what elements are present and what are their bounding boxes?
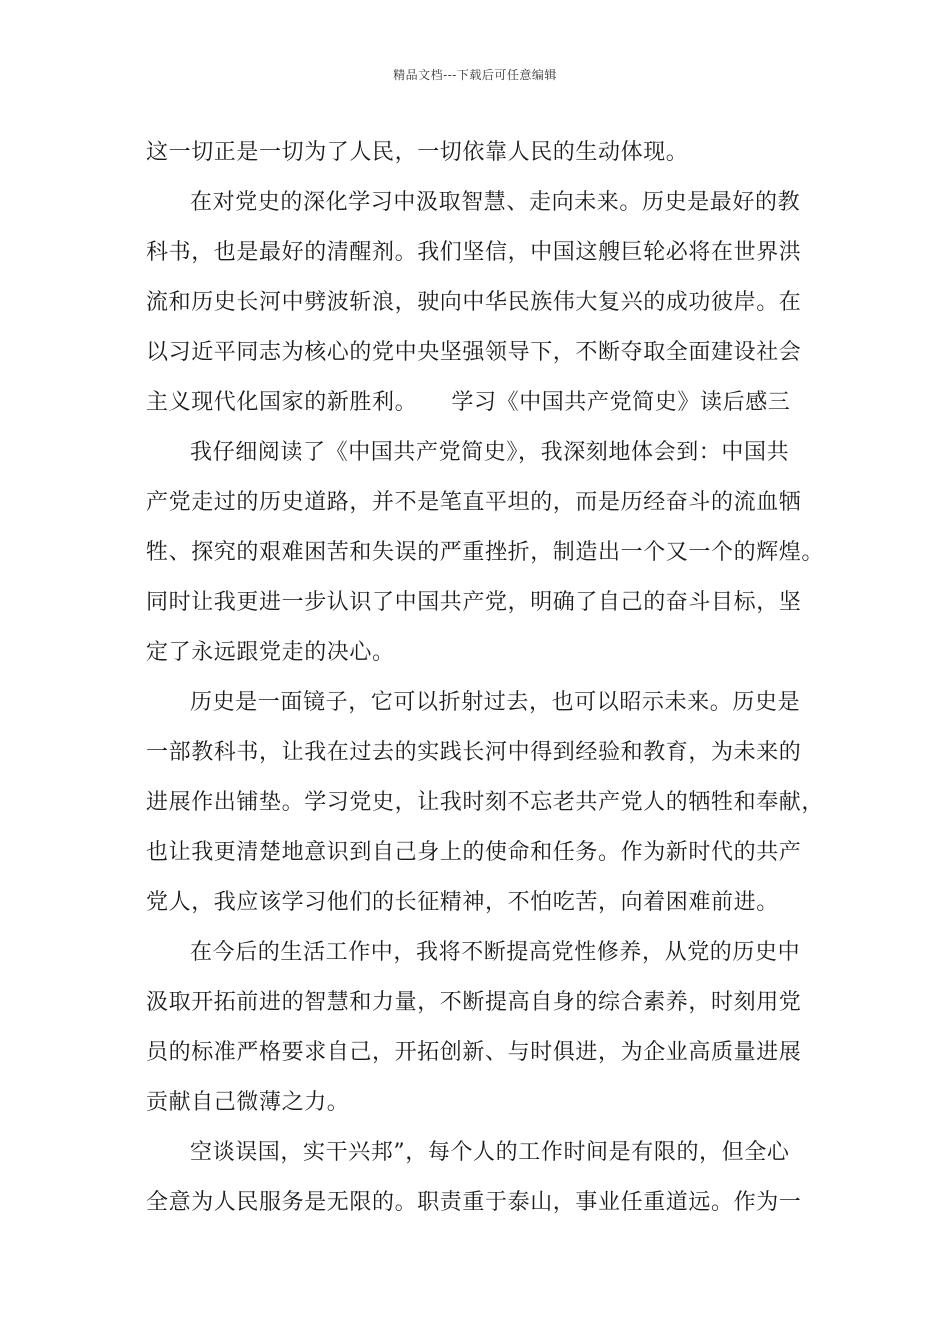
text-line: 主义现代化国家的新胜利。 学习《中国共产党简史》读后感三 <box>146 390 791 415</box>
document-body <box>146 128 846 1228</box>
text-line: 汲取开拓前进的智慧和力量，不断提高自身的综合素养，时刻用党 <box>146 990 802 1015</box>
text-line: 这一切正是一切为了人民，一切依靠人民的生动体现。 <box>146 140 689 165</box>
text-line: 贡献自己微薄之力。 <box>146 1090 350 1115</box>
text-line: 以习近平同志为核心的党中央坚强领导下，不断夺取全面建设社会 <box>146 340 802 365</box>
text-line: 流和历史长河中劈波斩浪，驶向中华民族伟大复兴的成功彼岸。在 <box>146 290 802 315</box>
text-line: 在今后的生活工作中，我将不断提高党性修养，从党的历史中 <box>190 940 801 965</box>
text-line: 科书，也是最好的清醒剂。我们坚信，中国这艘巨轮必将在世界洪 <box>146 240 802 265</box>
text-line: 空谈误国，实干兴邦”，每个人的工作时间是有限的，但全心 <box>190 1140 790 1165</box>
text-line: 进展作出铺垫。学习党史，让我时刻不忘老共产党人的牺牲和奉献， <box>146 790 825 815</box>
text-line: 在对党史的深化学习中汲取智慧、走向未来。历史是最好的教 <box>190 190 801 215</box>
page-header: 精品文档---下载后可任意编辑 <box>393 68 557 82</box>
text-line: 产党走过的历史道路，并不是笔直平坦的，而是历经奋斗的流血牺 <box>146 490 802 515</box>
text-line: 党人，我应该学习他们的长征精神，不怕吃苦，向着困难前进。 <box>146 890 779 915</box>
text-line: 定了永远跟党走的决心。 <box>146 640 395 665</box>
text-line: 员的标准严格要求自己，开拓创新、与时俱进，为企业高质量进展 <box>146 1040 802 1065</box>
text-line: 牲、探究的艰难困苦和失误的严重挫折，制造出一个又一个的辉煌。 <box>146 540 825 565</box>
text-line: 同时让我更进一步认识了中国共产党，明确了自己的奋斗目标，坚 <box>146 590 802 615</box>
text-line: 全意为人民服务是无限的。职责重于泰山，事业任重道远。作为一 <box>146 1190 802 1215</box>
text-line: 我仔细阅读了《中国共产党简史》，我深刻地体会到：中国共 <box>190 440 790 465</box>
text-line: 也让我更清楚地意识到自己身上的使命和任务。作为新时代的共产 <box>146 840 802 865</box>
text-line: 历史是一面镜子，它可以折射过去，也可以昭示未来。历史是 <box>190 690 801 715</box>
text-line: 一部教科书，让我在过去的实践长河中得到经验和教育，为未来的 <box>146 740 802 765</box>
